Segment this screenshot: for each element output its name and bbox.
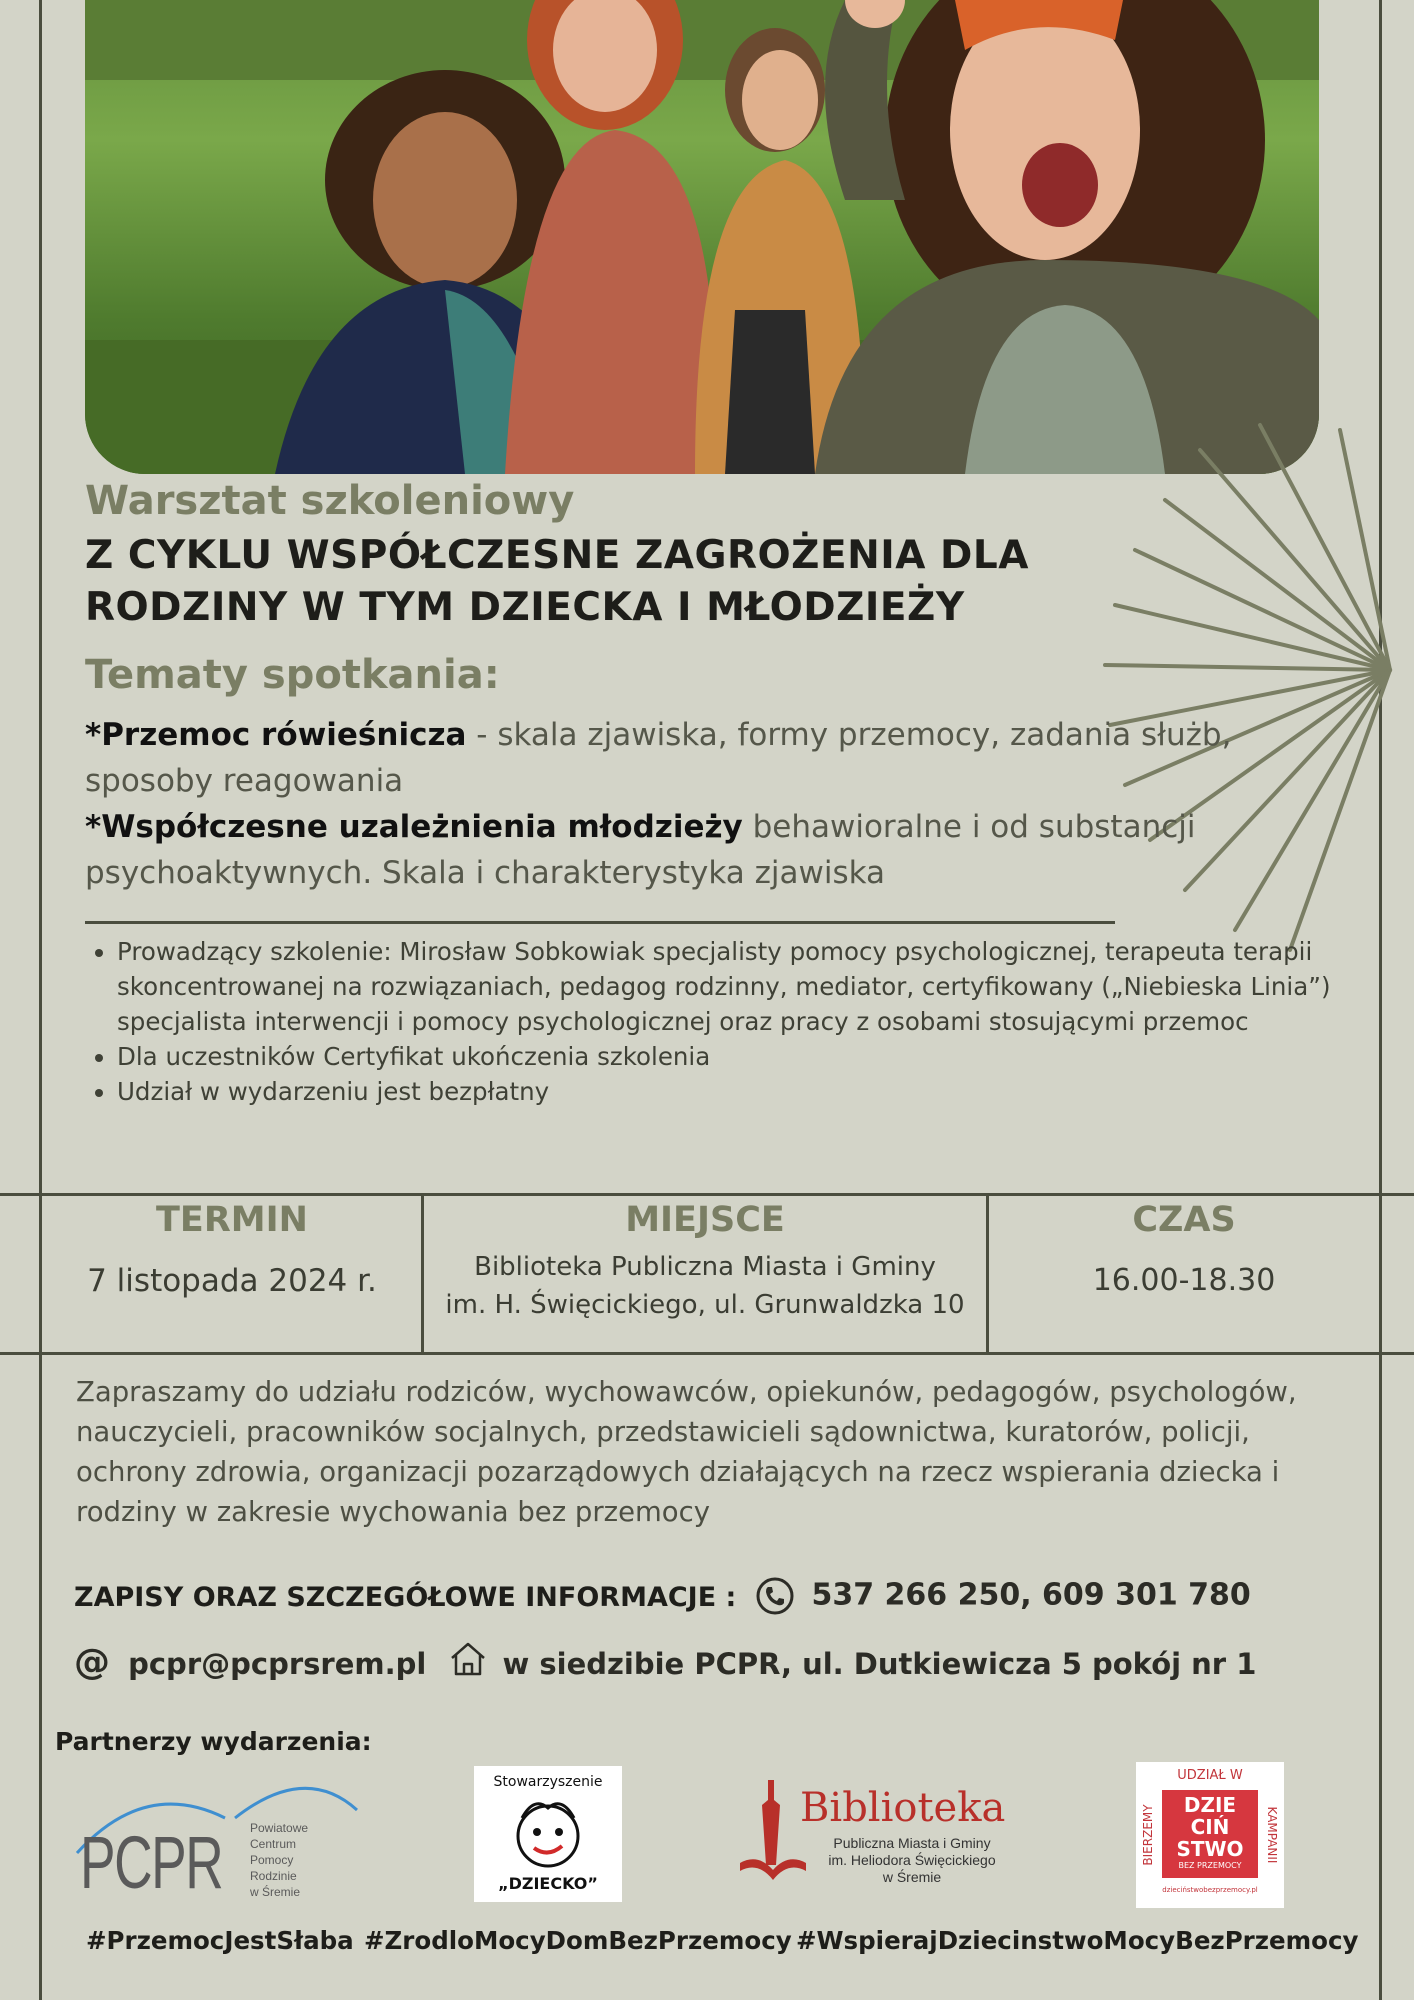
hashtag-1: #PrzemocJestSłaba — [86, 1926, 354, 1955]
stow-top-text: Stowarzyszenie — [493, 1774, 603, 1790]
invitation-text: Zapraszamy do udziału rodziców, wychowawców, opiekunów, pedagogów, psychologów, nauczycieli, pracowników socjalnych, przedstawicieli sądownictwa, kuratorów, policji, ochrony zdrowia, organizacji pozarządowych działających na rzecz wspierania dziecka i rodziny w zakresie wychowania bez przemocy — [76, 1376, 1297, 1528]
home-icon — [448, 1640, 488, 1678]
pcpr-name-line: Powiatowe — [250, 1821, 309, 1835]
kampania-badge — [1162, 1790, 1258, 1878]
group-photo — [85, 0, 1319, 474]
phone-icon — [755, 1576, 795, 1616]
biblioteka-subtitle — [802, 1835, 1022, 1886]
biblioteka-name: Biblioteka — [800, 1785, 1006, 1831]
frame-line-right — [1379, 0, 1382, 2000]
details-list — [85, 934, 1357, 1109]
address-text: w siedzibie PCPR, ul. Dutkiewicza 5 pokój nr 1 — [502, 1647, 1257, 1681]
topics-heading: Tematy spotkania: — [85, 652, 500, 698]
kampania-word: STWO — [1176, 1837, 1244, 1861]
biblioteka-logo — [738, 1775, 1023, 1895]
page-title — [85, 530, 1085, 634]
info-row-bottom-line — [0, 1352, 1414, 1355]
topics-list — [85, 712, 1235, 896]
title-line-1: Z CYKLU WSPÓŁCZESNE ZAGROŻENIA DLA — [85, 533, 1029, 578]
topic-1-text: - skala zjawiska, formy przemocy, zadania służb, sposoby reagowania — [85, 717, 1232, 799]
pcpr-letters: PCPR — [80, 1821, 223, 1904]
stowarzyszenie-dziecko-logo — [474, 1766, 622, 1902]
kampania-left-text: BIERZEMY — [1141, 1804, 1155, 1866]
kampania-url: dzieciństwobezprzemocy.pl — [1162, 1886, 1258, 1894]
contact-line-2 — [74, 1640, 1256, 1683]
section-divider — [85, 921, 1115, 924]
czas-label: CZAS — [1132, 1200, 1236, 1240]
library-book-icon — [738, 1775, 808, 1885]
termin-value: 7 listopada 2024 r. — [87, 1263, 377, 1299]
termin-label: TERMIN — [156, 1200, 308, 1240]
phone-line — [755, 1576, 1251, 1616]
title-line-2: RODZINY W TYM DZIECKA I MŁODZIEŻY — [85, 585, 965, 630]
email-link[interactable]: pcpr@pcprsrem.pl — [128, 1647, 427, 1681]
hashtag-2: #ZrodloMocyDomBezPrzemocy — [364, 1926, 792, 1955]
partners-heading: Partnerzy wydarzenia: — [55, 1727, 372, 1756]
frame-line-left — [39, 0, 42, 2000]
kampania-sub: BEZ PRZEMOCY — [1178, 1861, 1242, 1870]
pcpr-name-line: Centrum — [250, 1837, 297, 1851]
miejsce-line-1: Biblioteka Publiczna Miasta i Gminy — [474, 1252, 936, 1282]
topic-2-title: *Współczesne uzależnienia młodzieży — [85, 809, 743, 845]
pcpr-name-line: Rodzinie — [250, 1869, 297, 1883]
list-item: • Dla uczestników Certyfikat ukończenia szkolenia — [117, 1039, 1357, 1074]
kampania-top-text: UDZIAŁ W — [1177, 1768, 1243, 1783]
contact-label: ZAPISY ORAZ SZCZEGÓŁOWE INFORMACJE : — [74, 1582, 737, 1613]
list-item: • Prowadzący szkolenie: Mirosław Sobkowiak specjalisty pomocy psychologicznej, terapeuta terapii skoncentrowanej na rozwiązaniach, pedagog rodzinny, mediator, certyfikowany („Niebieska Linia”) specjalista interwencji i pomocy psychologicznej oraz pracy z osobami stosującymi przemoc — [117, 934, 1357, 1039]
workshop-subtitle: Warsztat szkoleniowy — [85, 478, 575, 524]
miejsce-line-2: im. H. Święcickiego, ul. Grunwaldzka 10 — [445, 1290, 965, 1320]
pcpr-name-line: w Śremie — [250, 1885, 301, 1899]
kampania-word: CIŃ — [1190, 1815, 1230, 1839]
list-item: • Udział w wydarzeniu jest bezpłatny — [117, 1074, 1357, 1109]
kampania-word: DZIE — [1183, 1793, 1237, 1817]
stow-bottom-text: „DZIECKO” — [498, 1874, 598, 1893]
miejsce-value — [424, 1248, 986, 1324]
miejsce-label: MIEJSCE — [625, 1200, 785, 1240]
pcpr-logo — [75, 1768, 365, 1908]
kampania-logo — [1136, 1762, 1284, 1908]
biblioteka-line: Publiczna Miasta i Gminy — [833, 1835, 991, 1851]
at-icon: @ — [74, 1642, 110, 1683]
pcpr-full-name — [250, 1820, 308, 1900]
pcpr-name-line: Pomocy — [250, 1853, 294, 1867]
kampania-right-text: KAMPANII — [1265, 1806, 1279, 1864]
czas-value: 16.00-18.30 — [1092, 1263, 1276, 1298]
biblioteka-line: im. Heliodora Święcickiego — [828, 1852, 996, 1868]
biblioteka-line: w Śremie — [882, 1869, 942, 1885]
info-row-top-line — [0, 1193, 1414, 1196]
topic-1-title: *Przemoc rówieśnicza — [85, 717, 467, 753]
phone-numbers[interactable]: 537 266 250, 609 301 780 — [811, 1577, 1251, 1613]
topic-2-text: behawioralne i od substancji psychoaktywnych. Skala i charakterystyka zjawiska — [85, 809, 1196, 891]
hashtag-3: #WspierajDziecinstwoMocyBezPrzemocy — [796, 1926, 1359, 1955]
